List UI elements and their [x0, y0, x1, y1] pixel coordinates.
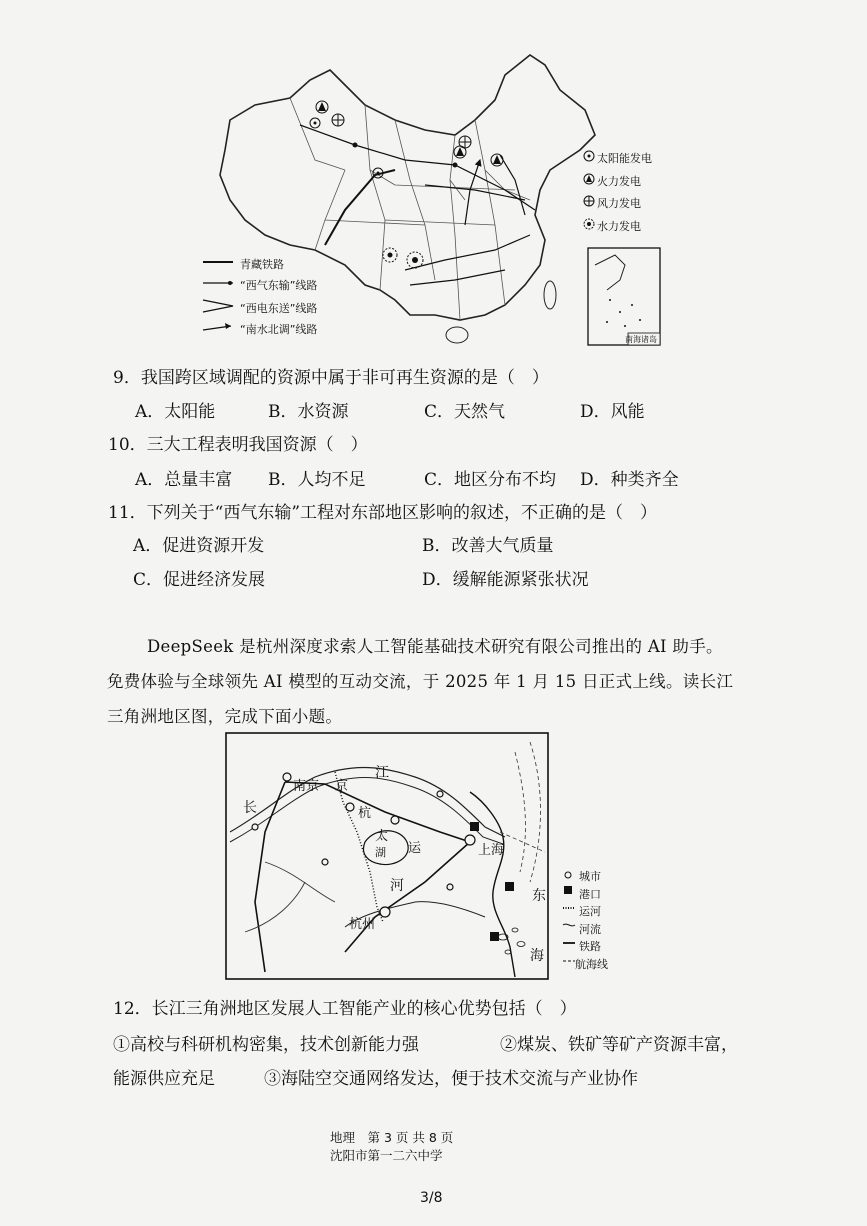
question-12-item-2: ②煤炭、铁矿等矿产资源丰富，	[500, 1035, 738, 1055]
river-icon	[563, 924, 575, 926]
solar-icon	[584, 151, 594, 161]
label-hang: 杭	[358, 806, 372, 821]
label-hu: 湖	[375, 846, 386, 859]
question-10-option-a: A．总量丰富	[135, 470, 233, 490]
label-he: 河	[390, 878, 404, 894]
question-11-option-d: D．缓解能源紧张状况	[422, 570, 589, 590]
question-11-option-a: A．促进资源开发	[133, 536, 265, 556]
footer-page-info: 地理 第 3 页 共 8 页	[330, 1130, 454, 1145]
label-shanghai: 上海	[478, 843, 505, 858]
power-transmission-icon	[203, 300, 233, 312]
label-dong: 东	[532, 888, 546, 904]
port-icon	[564, 886, 572, 894]
label-hangzhou: 杭州	[349, 917, 376, 932]
thermal-icon	[316, 101, 328, 113]
legend-railway-label: 青藏铁路	[240, 258, 284, 271]
legend-solar-label: 太阳能发电	[597, 152, 652, 165]
inset-label: 南海诸岛	[625, 335, 657, 344]
question-9-stem: 9．我国跨区域调配的资源中属于非可再生资源的是（ ）	[113, 368, 549, 388]
question-9-option-d: D．风能	[580, 402, 645, 422]
footer-school-name: 沈阳市第一二六中学	[330, 1148, 443, 1163]
wind-icon	[459, 136, 471, 148]
question-10-option-c: C．地区分布不均	[424, 470, 557, 490]
legend-city-label: 城市	[579, 870, 601, 883]
water-diversion-icon	[203, 323, 231, 330]
legend-railway-label: 铁路	[579, 940, 601, 953]
thermal-icon	[491, 154, 503, 166]
legend-gas-label: “西气东输”线路	[240, 279, 318, 292]
label-yun: 运	[408, 841, 422, 856]
question-11-option-c: C．促进经济发展	[133, 570, 266, 590]
question-12-stem: 12．长江三角洲地区发展人工智能产业的核心优势包括（ ）	[113, 999, 577, 1019]
question-11-option-b: B．改善大气质量	[422, 536, 554, 556]
legend-shipping-label: 航海线	[575, 958, 608, 971]
legend-river-label: 河流	[579, 923, 601, 936]
thermal-icon	[584, 174, 594, 184]
page-counter: 3/8	[420, 1190, 443, 1206]
city-icon	[565, 872, 571, 878]
label-hai: 海	[530, 948, 544, 964]
intro-line-2: 免费体验与全球领先 AI 模型的互动交流，于 2025 年 1 月 15 日正式上线。读长江	[107, 672, 734, 691]
question-9-option-a: A．太阳能	[135, 402, 216, 422]
wind-icon	[584, 196, 594, 206]
label-jing: 京	[335, 779, 349, 794]
legend-canal-label: 运河	[579, 905, 601, 918]
legend-power-label: “西电东送”线路	[240, 302, 318, 315]
question-10-option-d: D．种类齐全	[580, 470, 679, 490]
china-energy-map	[195, 50, 675, 355]
intro-line-1: DeepSeek 是杭州深度求索人工智能基础技术研究有限公司推出的 AI 助手。	[147, 637, 723, 656]
wind-icon	[332, 114, 344, 126]
hydro-icon	[383, 248, 397, 262]
label-jiang: 江	[375, 765, 389, 781]
question-9-option-b: B．水资源	[268, 402, 349, 422]
question-12-item-2-cont: 能源供应充足	[113, 1069, 215, 1089]
solar-icon	[310, 118, 320, 128]
question-12-item-1: ①高校与科研机构密集，技术创新能力强	[113, 1035, 419, 1055]
label-tai: 太	[375, 829, 389, 844]
label-nanjing: 南京	[293, 779, 320, 794]
question-10-stem: 10．三大工程表明我国资源（ ）	[108, 435, 368, 455]
legend-thermal-label: 火力发电	[597, 175, 641, 188]
question-12-item-3: ③海陆空交通网络发达，便于技术交流与产业协作	[264, 1069, 638, 1089]
question-10-option-b: B．人均不足	[268, 470, 366, 490]
yangtze-delta-drawing	[225, 732, 625, 982]
legend-water-label: “南水北调”线路	[240, 323, 318, 336]
legend-wind-label: 风力发电	[597, 197, 641, 210]
question-9-option-c: C．天然气	[424, 402, 506, 422]
gas-pipeline-icon	[203, 281, 233, 285]
question-11-stem: 11．下列关于“西气东输”工程对东部地区影响的叙述，不正确的是（ ）	[108, 503, 658, 523]
intro-line-3: 三角洲地区图，完成下面小题。	[107, 707, 343, 726]
hydro-icon	[584, 219, 594, 229]
legend-port-label: 港口	[579, 888, 601, 901]
yangtze-delta-map	[225, 732, 625, 982]
legend-hydro-label: 水力发电	[597, 220, 641, 233]
label-chang: 长	[243, 800, 257, 816]
